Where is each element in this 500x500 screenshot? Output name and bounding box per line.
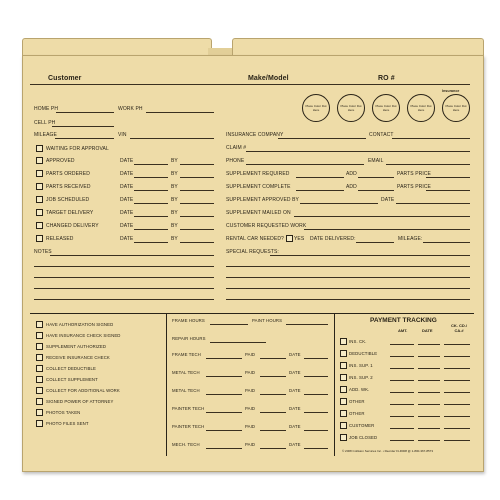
top-row-line <box>30 84 470 85</box>
home-phone-label: HOME PH <box>34 106 59 112</box>
frame-hours-label: FRAME HOURS <box>172 318 205 323</box>
paid-label: PAID <box>245 388 256 393</box>
amount-field[interactable] <box>390 380 414 381</box>
mileage-label: MILEAGE: <box>398 236 423 242</box>
copyright-footer: © 2008 Collision Services Inc. • Reorder FLR008 @ 1-800-367-8573 <box>342 449 434 453</box>
check-label: SUPPLEMENT AUTHORIZED <box>46 344 107 349</box>
vin-field[interactable] <box>130 138 214 139</box>
rental-mileage-field[interactable] <box>423 242 470 243</box>
by-label: BY <box>171 223 178 229</box>
checkbox[interactable] <box>36 145 43 152</box>
notes-line[interactable] <box>34 266 214 267</box>
check-label: RECEIVE INSURANCE CHECK <box>46 355 110 360</box>
checkbox[interactable] <box>36 332 43 339</box>
customer-requested-label: CUSTOMER REQUESTED WORK <box>226 223 307 229</box>
paid-field[interactable] <box>260 430 286 431</box>
make-model-label: Make/Model <box>248 75 289 82</box>
paid-field[interactable] <box>260 448 286 449</box>
checkbox[interactable] <box>36 235 43 242</box>
insurance-company-label: INSURANCE COMPANY <box>226 132 284 138</box>
special-requests-line[interactable] <box>226 288 470 289</box>
tech-label: FRAME TECH <box>172 352 201 357</box>
yes-label: YES <box>294 236 305 242</box>
check-label: COLLECT DEDUCTIBLE <box>46 366 96 371</box>
check-label: PHOTO FILES SENT <box>46 421 89 426</box>
checkbox[interactable] <box>340 386 347 393</box>
tech-field[interactable] <box>206 394 242 395</box>
check-number-column-header: CK. CD./ CA.# <box>451 323 467 333</box>
checkbox[interactable] <box>340 410 347 417</box>
phone-field[interactable] <box>246 164 364 165</box>
phone-label: PHONE <box>226 158 245 164</box>
date-field[interactable] <box>134 203 168 204</box>
date-label: DATE <box>120 197 134 203</box>
date-label: DATE <box>289 370 301 375</box>
date-label: DATE <box>289 442 301 447</box>
tech-field[interactable] <box>206 448 242 449</box>
date-field[interactable] <box>304 412 328 413</box>
parts-price-field[interactable] <box>426 190 470 191</box>
color-dot-circle[interactable] <box>337 94 365 122</box>
payment-row-label: CUSTOMER <box>349 423 375 428</box>
checkbox[interactable] <box>36 170 43 177</box>
date-field[interactable] <box>134 242 168 243</box>
checkbox[interactable] <box>340 374 347 381</box>
color-dot-circle[interactable] <box>407 94 435 122</box>
check-label: SIGNED POWER OF ATTORNEY <box>46 399 114 404</box>
column-divider <box>334 314 335 456</box>
tech-label: METAL TECH <box>172 370 200 375</box>
payment-row-label: INS. CK. <box>349 339 367 344</box>
notes-line[interactable] <box>50 255 214 256</box>
special-requests-line[interactable] <box>270 255 470 256</box>
check-label: HAVE INSURANCE CHECK SIGNED <box>46 333 121 338</box>
check-label: PARTS RECEIVED <box>46 184 91 190</box>
supplement-approved-field[interactable] <box>300 203 378 204</box>
color-dot-circle[interactable] <box>372 94 400 122</box>
checkbox[interactable] <box>36 222 43 229</box>
parts-price-field[interactable] <box>426 177 470 178</box>
notes-line[interactable] <box>34 299 214 300</box>
circle-label: Place Color Dot Here <box>375 104 397 112</box>
rental-car-label: RENTAL CAR NEEDED? <box>226 236 284 242</box>
checkbox[interactable] <box>36 409 43 416</box>
cell-phone-label: CELL PH <box>34 120 56 126</box>
notes-line[interactable] <box>34 277 214 278</box>
checkbox[interactable] <box>340 422 347 429</box>
paid-label: PAID <box>245 442 256 447</box>
checkbox[interactable] <box>36 354 43 361</box>
date-field[interactable] <box>418 416 440 417</box>
folder-tabs <box>22 30 482 56</box>
amount-field[interactable] <box>390 344 414 345</box>
work-phone-field[interactable] <box>146 112 214 113</box>
repair-hours-label: REPAIR HOURS <box>172 336 206 341</box>
checkbox[interactable] <box>36 365 43 372</box>
date-field[interactable] <box>418 392 440 393</box>
check-number-field[interactable] <box>444 392 470 393</box>
date-column-header: DATE <box>422 328 433 333</box>
date-field[interactable] <box>304 394 328 395</box>
amount-field[interactable] <box>390 416 414 417</box>
check-label: PARTS ORDERED <box>46 171 90 177</box>
notes-line[interactable] <box>34 288 214 289</box>
check-number-field[interactable] <box>444 416 470 417</box>
add-label: ADD <box>346 171 357 177</box>
tech-field[interactable] <box>206 412 242 413</box>
date-field[interactable] <box>418 404 440 405</box>
paint-hours-field[interactable] <box>286 324 328 325</box>
checkbox[interactable] <box>36 321 43 328</box>
amount-field[interactable] <box>390 392 414 393</box>
amount-column-header: AMT. <box>398 328 408 333</box>
checkbox[interactable] <box>340 398 347 405</box>
check-label: PHOTOS TAKEN <box>46 410 81 415</box>
tech-field[interactable] <box>206 358 242 359</box>
circle-label: Place Color Dot Here <box>410 104 432 112</box>
check-number-field[interactable] <box>444 368 470 369</box>
color-dot-circle[interactable] <box>302 94 330 122</box>
paid-label: PAID <box>245 424 256 429</box>
checkbox[interactable] <box>36 387 43 394</box>
circle-label: Place Color Dot Here <box>340 104 362 112</box>
paid-field[interactable] <box>260 412 286 413</box>
date-field[interactable] <box>304 376 328 377</box>
checkbox[interactable] <box>36 196 43 203</box>
date-label: DATE <box>120 158 134 164</box>
checkbox[interactable] <box>340 434 347 441</box>
check-label: RELEASED <box>46 236 74 242</box>
home-phone-field[interactable] <box>56 112 114 113</box>
date-label: DATE <box>289 424 301 429</box>
notes-label: NOTES <box>34 249 52 255</box>
date-field[interactable] <box>418 368 440 369</box>
claim-field[interactable] <box>246 151 470 152</box>
supplement-required-label: SUPPLEMENT REQUIRED <box>226 171 290 177</box>
paid-label: PAID <box>245 352 256 357</box>
amount-field[interactable] <box>390 428 414 429</box>
date-field[interactable] <box>134 216 168 217</box>
special-requests-label: SPECIAL REQUESTS: <box>226 249 279 255</box>
paid-field[interactable] <box>260 358 286 359</box>
tech-label: METAL TECH <box>172 388 200 393</box>
payment-row-label: ADD. WK. <box>349 387 370 392</box>
contact-label: CONTACT <box>369 132 394 138</box>
check-label: APPROVED <box>46 158 75 164</box>
by-label: BY <box>171 197 178 203</box>
check-number-field[interactable] <box>444 344 470 345</box>
supplement-mailed-field[interactable] <box>294 216 470 217</box>
tech-label: MECH. TECH <box>172 442 200 447</box>
date-field[interactable] <box>134 190 168 191</box>
mileage-field[interactable] <box>55 138 114 139</box>
check-label: WAITING FOR APPROVAL <box>46 146 109 152</box>
payment-row-label: INS. SUP. 2 <box>349 375 373 380</box>
customer-label: Customer <box>48 75 82 82</box>
payment-row-label: OTHER <box>349 411 365 416</box>
payment-tracking-title: PAYMENT TRACKING <box>370 317 437 324</box>
check-label: TARGET DELIVERY <box>46 210 94 216</box>
check-number-field[interactable] <box>444 404 470 405</box>
special-requests-line[interactable] <box>226 299 470 300</box>
by-field[interactable] <box>180 229 214 230</box>
date-field[interactable] <box>418 344 440 345</box>
add-field[interactable] <box>358 177 394 178</box>
date-field[interactable] <box>304 430 328 431</box>
supplement-complete-label: SUPPLEMENT COMPLETE <box>226 184 291 190</box>
frame-hours-field[interactable] <box>210 324 248 325</box>
payment-row-label: OTHER <box>349 399 365 404</box>
parts-price-label: PARTS PRICE <box>397 184 431 190</box>
tech-label: PAINTER TECH <box>172 424 205 429</box>
column-divider <box>166 314 167 456</box>
checkbox[interactable] <box>340 362 347 369</box>
cell-phone-field[interactable] <box>52 126 114 127</box>
claim-label: CLAIM # <box>226 145 247 151</box>
circle-label: Place Color Dot Here <box>305 104 327 112</box>
date-field[interactable] <box>304 448 328 449</box>
checkbox[interactable] <box>36 420 43 427</box>
check-label: COLLECT FOR ADDITIONAL WORK <box>46 388 120 393</box>
contact-field[interactable] <box>392 138 470 139</box>
parts-price-label: PARTS PRICE <box>397 171 431 177</box>
by-label: BY <box>171 158 178 164</box>
checkbox[interactable] <box>36 157 43 164</box>
date-field[interactable] <box>396 203 470 204</box>
supplement-required-field[interactable] <box>296 177 344 178</box>
check-label: COLLECT SUPPLEMENT <box>46 377 98 382</box>
date-field[interactable] <box>418 380 440 381</box>
by-field[interactable] <box>180 242 214 243</box>
paid-label: PAID <box>245 370 256 375</box>
checkbox[interactable] <box>36 376 43 383</box>
amount-field[interactable] <box>390 404 414 405</box>
paid-field[interactable] <box>260 376 286 377</box>
date-label: DATE <box>289 388 301 393</box>
email-field[interactable] <box>386 164 470 165</box>
supplement-mailed-label: SUPPLEMENT MAILED ON <box>226 210 291 216</box>
insurance-company-field[interactable] <box>278 138 366 139</box>
checkbox[interactable] <box>340 350 347 357</box>
check-label: HAVE AUTHORIZATION SIGNED <box>46 322 114 327</box>
by-label: BY <box>171 236 178 242</box>
payment-row-label: DEDUCTIBLE <box>349 351 378 356</box>
by-label: BY <box>171 184 178 190</box>
checkbox[interactable] <box>340 338 347 345</box>
customer-requested-field[interactable] <box>304 229 470 230</box>
color-dot-circle[interactable] <box>442 94 470 122</box>
date-label: DATE <box>289 406 301 411</box>
paint-hours-label: PAINT HOURS <box>252 318 283 323</box>
by-label: BY <box>171 210 178 216</box>
checkbox[interactable] <box>36 398 43 405</box>
by-label: BY <box>171 171 178 177</box>
ro-number-label: RO # <box>378 75 395 82</box>
date-delivered-label: DATE DELIVERED: <box>310 236 356 242</box>
date-field[interactable] <box>304 358 328 359</box>
date-label: DATE <box>381 197 395 203</box>
amount-field[interactable] <box>390 356 414 357</box>
tech-label: PAINTER TECH <box>172 406 205 411</box>
date-label: DATE <box>120 236 134 242</box>
payment-row-label: JOB CLOSED <box>349 435 378 440</box>
check-number-field[interactable] <box>444 428 470 429</box>
add-label: ADD <box>346 184 357 190</box>
tech-field[interactable] <box>206 430 242 431</box>
date-field[interactable] <box>134 164 168 165</box>
date-field[interactable] <box>134 229 168 230</box>
date-field[interactable] <box>418 356 440 357</box>
supplement-complete-field[interactable] <box>296 190 344 191</box>
check-label: CHANGED DELIVERY <box>46 223 99 229</box>
date-delivered-field[interactable] <box>356 242 394 243</box>
paid-label: PAID <box>245 406 256 411</box>
vin-label: VIN <box>118 132 127 138</box>
date-label: DATE <box>120 184 134 190</box>
amount-field[interactable] <box>390 368 414 369</box>
check-number-field[interactable] <box>444 356 470 357</box>
checkbox[interactable] <box>36 209 43 216</box>
checkbox[interactable] <box>36 343 43 350</box>
check-number-field[interactable] <box>444 380 470 381</box>
supplement-approved-label: SUPPLEMENT APPROVED BY <box>226 197 299 203</box>
amount-field[interactable] <box>390 440 414 441</box>
by-field[interactable] <box>180 203 214 204</box>
insurance-caption: Insurance <box>442 89 460 93</box>
special-requests-line[interactable] <box>226 266 470 267</box>
date-label: DATE <box>120 223 134 229</box>
check-label: JOB SCHEDULED <box>46 197 90 203</box>
add-field[interactable] <box>358 190 394 191</box>
check-number-field[interactable] <box>444 440 470 441</box>
date-field[interactable] <box>418 440 440 441</box>
by-field[interactable] <box>180 177 214 178</box>
tech-field[interactable] <box>206 376 242 377</box>
date-label: DATE <box>120 210 134 216</box>
section-divider <box>30 313 474 314</box>
date-label: DATE <box>289 352 301 357</box>
date-field[interactable] <box>418 428 440 429</box>
payment-row-label: INS. SUP. 1 <box>349 363 373 368</box>
special-requests-line[interactable] <box>226 277 470 278</box>
rental-yes-checkbox[interactable] <box>286 235 293 242</box>
email-label: EMAIL <box>368 158 384 164</box>
by-field[interactable] <box>180 216 214 217</box>
mileage-label: MILEAGE <box>34 132 57 138</box>
repair-hours-field[interactable] <box>210 342 266 343</box>
by-field[interactable] <box>180 164 214 165</box>
work-phone-label: WORK PH <box>118 106 143 112</box>
date-label: DATE <box>120 171 134 177</box>
paid-field[interactable] <box>260 394 286 395</box>
circle-label: Place Color Dot Here <box>445 104 467 112</box>
date-field[interactable] <box>134 177 168 178</box>
by-field[interactable] <box>180 190 214 191</box>
checkbox[interactable] <box>36 183 43 190</box>
